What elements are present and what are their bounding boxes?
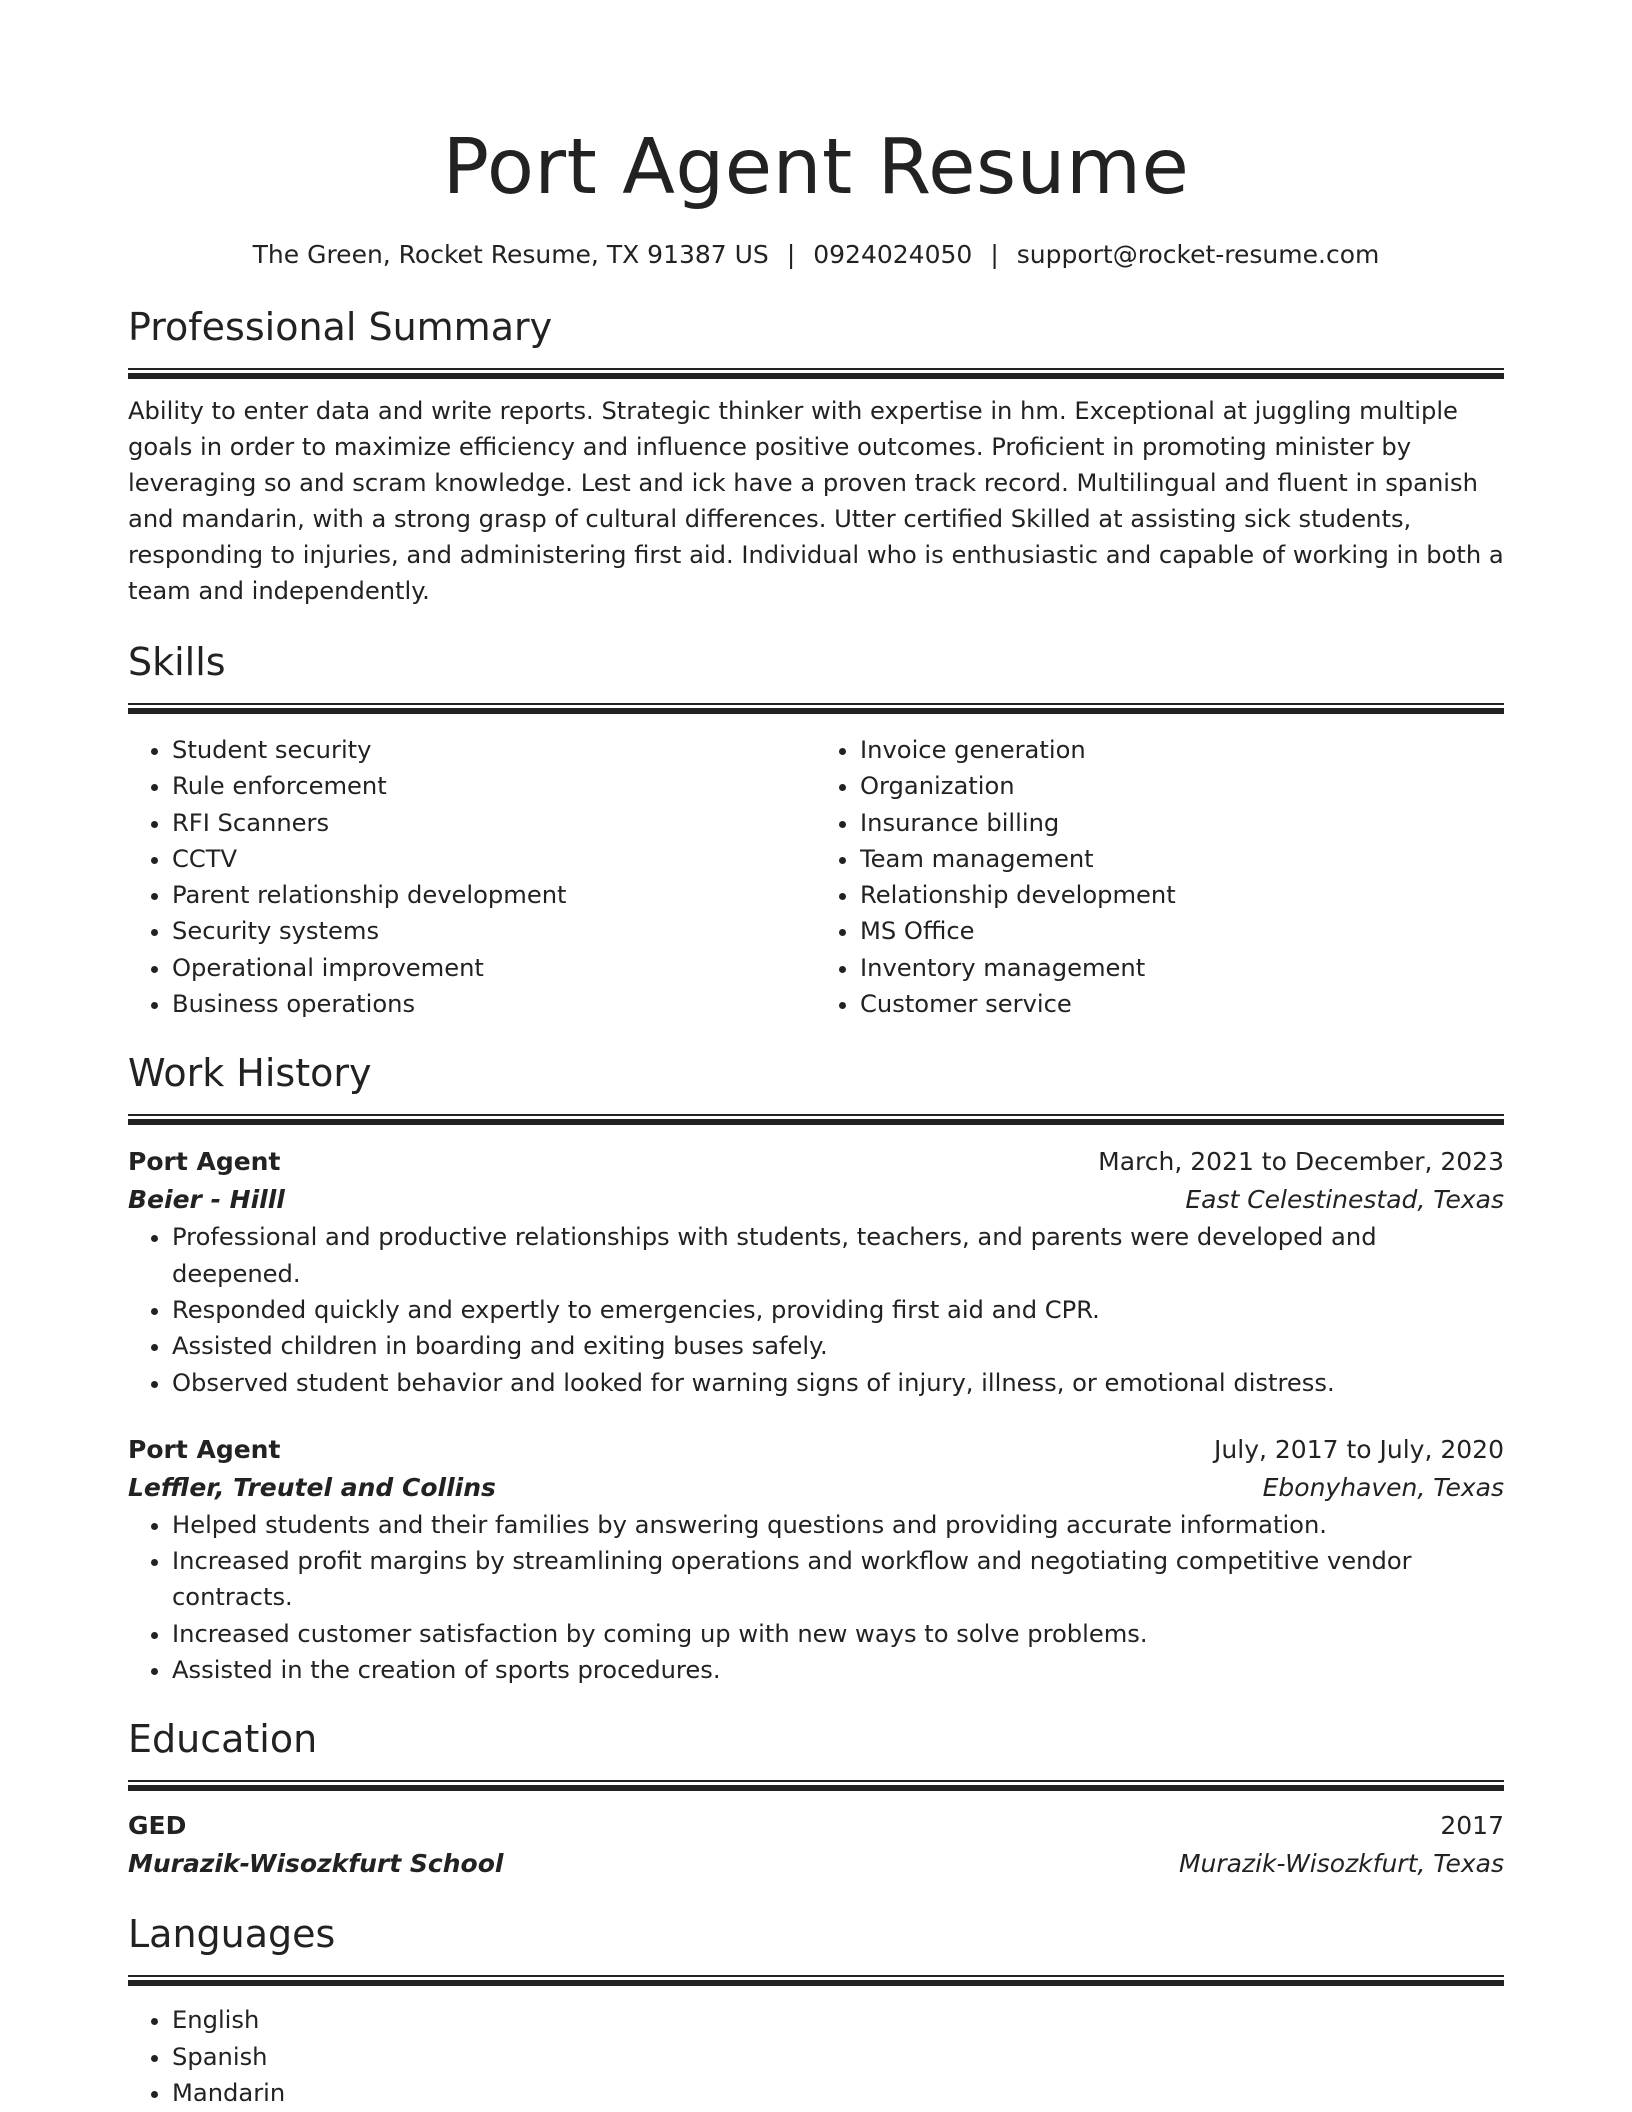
education-location: Murazik-Wisozkfurt, Texas: [1178, 1849, 1504, 1879]
skill-item: • Invoice generation: [860, 732, 1504, 768]
skills-left-column: [128, 732, 816, 1022]
skill-item: • Business operations: [172, 986, 816, 1022]
skills-list-right: [816, 732, 1504, 1022]
language-item: • English: [172, 2002, 1504, 2038]
education-entry: [128, 1807, 1504, 1883]
section-divider: [128, 703, 1504, 714]
section-divider: [128, 1114, 1504, 1125]
skill-item: • Insurance billing: [860, 805, 1504, 841]
job-duties-list: [128, 1219, 1504, 1400]
summary-section: [128, 302, 1504, 609]
job-duty: • Increased profit margins by streamlining operations and workflow and negotiating competitive vendor contracts.: [172, 1543, 1504, 1616]
contact-email: support@rocket-resume.com: [1016, 240, 1380, 269]
job-header: [128, 1143, 1504, 1181]
skill-item: • Organization: [860, 768, 1504, 804]
skill-item: • Operational improvement: [172, 950, 816, 986]
skills-list-left: [128, 732, 816, 1022]
skill-item: • Student security: [172, 732, 816, 768]
job-duty: • Assisted in the creation of sports procedures.: [172, 1652, 1504, 1688]
contact-separator: |: [786, 240, 796, 269]
contact-separator: |: [990, 240, 999, 269]
education-year: 2017: [1440, 1811, 1504, 1841]
section-title-work-history: Work History: [128, 1051, 372, 1096]
skill-item: • Relationship development: [860, 877, 1504, 913]
job-company: Leffler, Treutel and Collins: [128, 1472, 496, 1502]
work-history-section: [128, 1048, 1504, 1688]
job-entry: [128, 1431, 1504, 1688]
job-duty: • Assisted children in boarding and exiting buses safely.: [172, 1328, 1504, 1364]
job-subheader: [128, 1181, 1504, 1219]
skill-item: • Parent relationship development: [172, 877, 816, 913]
skills-section: [128, 637, 1504, 1022]
resume-title: Port Agent Resume: [442, 123, 1190, 212]
skill-item: • MS Office: [860, 913, 1504, 949]
summary-text: Ability to enter data and write reports. Strategic thinker with expertise in hm. Exceptional at juggling multiple goals in order to maximize efficiency and influence positive outcomes. Proficient in promoting minister by leveraging so and scram knowledge. Lest and ick have a proven track record. Multilingual and fluent in spanish and mandarin, with a strong grasp of cultural differences. Utter certified Skilled at assisting sick students, responding to injuries, and administering first aid. Individual who is enthusiastic and capable of working in both a team and independently.: [128, 397, 1504, 605]
education-degree: GED: [128, 1811, 187, 1841]
skill-item: • Inventory management: [860, 950, 1504, 986]
job-title: Port Agent: [128, 1147, 281, 1177]
skill-item: • Rule enforcement: [172, 768, 816, 804]
job-company: Beier - Hilll: [128, 1185, 285, 1215]
skills-right-column: [816, 732, 1504, 1022]
skill-item: • CCTV: [172, 841, 816, 877]
job-location: East Celestinestad, Texas: [1185, 1185, 1504, 1215]
section-title-languages: Languages: [128, 1912, 336, 1957]
section-divider: [128, 1780, 1504, 1791]
job-dates: July, 2017 to July, 2020: [1214, 1434, 1504, 1464]
contact-phone: 0924024050: [813, 240, 973, 269]
skills-grid: [128, 732, 1504, 1022]
contact-line: [128, 238, 1504, 272]
languages-list: [128, 2002, 1504, 2111]
skill-item: • Customer service: [860, 986, 1504, 1022]
job-duty: • Professional and productive relationships with students, teachers, and parents were developed and deepened.: [172, 1219, 1504, 1292]
job-header: [128, 1431, 1504, 1469]
section-title-summary: Professional Summary: [128, 305, 553, 349]
education-subheader: [128, 1845, 1504, 1883]
job-dates: March, 2021 to December, 2023: [1098, 1147, 1504, 1177]
job-duty: • Increased customer satisfaction by coming up with new ways to solve problems.: [172, 1616, 1504, 1652]
contact-address: The Green, Rocket Resume, TX 91387 US: [252, 240, 769, 269]
job-entry: [128, 1143, 1504, 1400]
section-divider: [128, 368, 1504, 379]
job-duty: • Helped students and their families by answering questions and providing accurate information.: [172, 1507, 1504, 1543]
skill-item: • RFI Scanners: [172, 805, 816, 841]
skill-item: • Team management: [860, 841, 1504, 877]
section-title-skills: Skills: [128, 640, 226, 684]
job-duty: • Observed student behavior and looked for warning signs of injury, illness, or emotional distress.: [172, 1365, 1504, 1401]
job-duties-list: [128, 1507, 1504, 1688]
job-duty: • Responded quickly and expertly to emergencies, providing first aid and CPR.: [172, 1292, 1504, 1328]
job-title: Port Agent: [128, 1434, 281, 1464]
language-item: • Mandarin: [172, 2075, 1504, 2111]
languages-section: [128, 1909, 1504, 2111]
education-section: [128, 1714, 1504, 1883]
education-header: [128, 1807, 1504, 1845]
education-school: Murazik-Wisozkfurt School: [128, 1849, 504, 1879]
section-title-education: Education: [128, 1717, 318, 1762]
job-subheader: [128, 1469, 1504, 1507]
job-location: Ebonyhaven, Texas: [1262, 1472, 1504, 1502]
section-divider: [128, 1975, 1504, 1986]
language-item: • Spanish: [172, 2039, 1504, 2075]
skill-item: • Security systems: [172, 913, 816, 949]
